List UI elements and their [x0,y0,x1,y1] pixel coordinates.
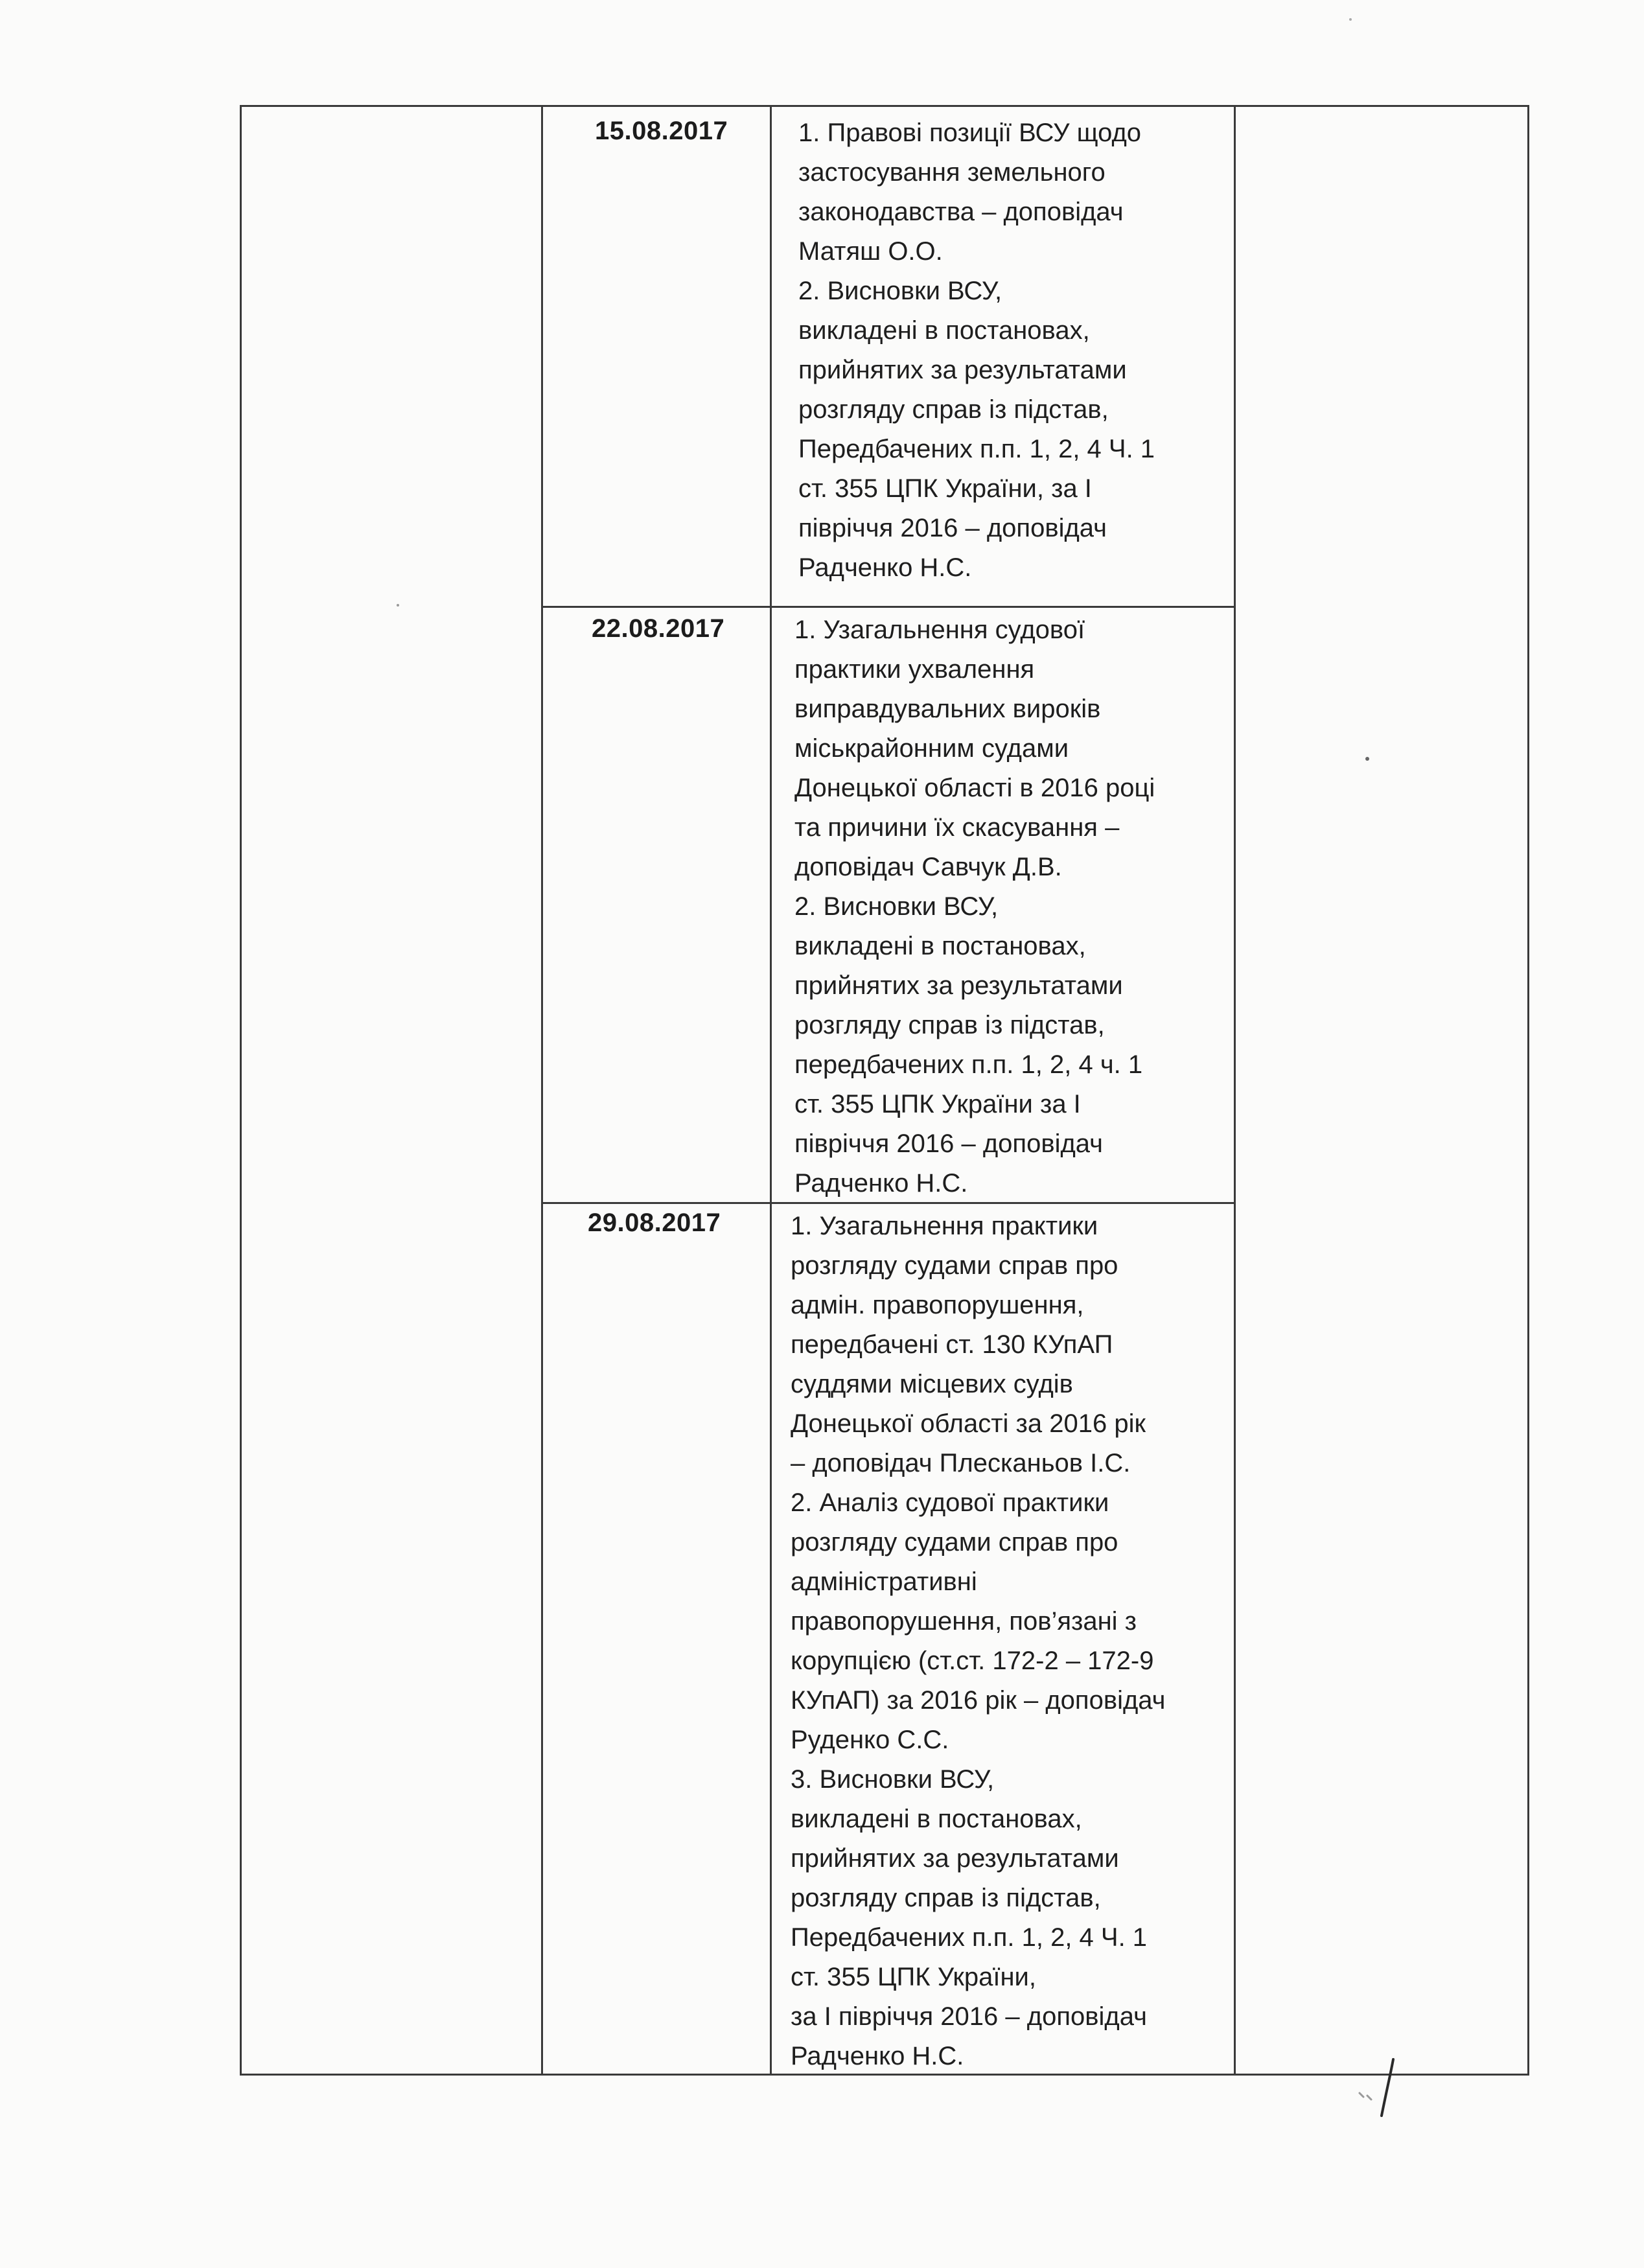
topic-line: 2. Аналіз судової практики [791,1488,1109,1517]
topic-line: викладені в постановах, [791,1805,1082,1833]
topic-line: прийнятих за результатами [794,971,1123,1000]
topic-line: правопорушення, пов’язані з [791,1607,1137,1636]
topic-line: – доповідач Плесканьов І.С. [791,1449,1131,1477]
topic-line: прийнятих за результатами [791,1844,1119,1873]
topic-line: півріччя 2016 – доповідач [798,514,1107,542]
topic-line: 1. Правові позиції ВСУ щодо [798,119,1142,147]
topic-line: 2. Висновки ВСУ, [798,277,1002,305]
scan-speck [1365,757,1369,761]
topic-line: застосування земельного [798,158,1106,187]
column-divider-date [541,105,543,2076]
table-top-border [240,105,1529,107]
topic-line: доповідач Савчук Д.В. [794,853,1062,881]
row-date: 29.08.2017 [588,1209,721,1237]
row-date: 22.08.2017 [592,614,725,643]
topic-line: Радченко Н.С. [798,553,972,582]
topic-line: Передбачених п.п. 1, 2, 4 Ч. 1 [791,1923,1148,1952]
topic-line: 3. Висновки ВСУ, [791,1765,995,1794]
topic-line: півріччя 2016 – доповідач [794,1129,1104,1158]
topic-line: виправдувальних вироків [794,695,1101,723]
scan-speck [397,604,399,607]
scan-speck [1349,18,1352,21]
topic-line: викладені в постановах, [798,316,1090,345]
topic-line: корупцією (ст.ст. 172-2 – 172-9 [791,1647,1154,1675]
table-right-border [1527,105,1529,2076]
topic-line: Руденко С.С. [791,1726,949,1754]
topic-line: законодавства – доповідач [798,198,1124,226]
topic-line: практики ухвалення [794,655,1035,684]
table-left-border [240,105,242,2076]
topic-line: адміністративні [791,1568,977,1596]
topic-line: 1. Узагальнення судової [794,616,1085,644]
topic-line: Радченко Н.С. [794,1169,968,1198]
topic-line: прийнятих за результатами [798,356,1127,384]
topic-line: розгляду справ із підстав, [791,1884,1101,1912]
topic-line: ст. 355 ЦПК України, за І [798,474,1092,503]
topic-line: Донецької області за 2016 рік [791,1409,1146,1438]
topic-line: та причини їх скасування – [794,813,1120,842]
topic-line: Матяш О.О. [798,237,943,266]
topic-line: передбачених п.п. 1, 2, 4 ч. 1 [794,1050,1143,1079]
topic-line: 1. Узагальнення практики [791,1212,1098,1240]
topic-line: розгляду судами справ про [791,1528,1118,1556]
topic-line: передбачені ст. 130 КУпАП [791,1330,1113,1359]
row-topics [798,113,1155,588]
topic-line: адмін. правопорушення, [791,1291,1084,1319]
column-divider-topic [770,105,772,2076]
row-topics [794,610,1155,1203]
topic-line: 2. Висновки ВСУ, [794,892,999,921]
topic-line: суддями місцевих судів [791,1370,1073,1398]
topic-line: Радченко Н.С. [791,2042,964,2070]
topic-line: КУпАП) за 2016 рік – доповідач [791,1686,1166,1715]
topic-line: розгляду справ із підстав, [798,395,1109,424]
column-divider-right [1234,105,1236,2076]
topic-line: міськрайонним судами [794,734,1069,763]
topic-line: ст. 355 ЦПК України за І [794,1090,1081,1118]
pen-mark-icon [1348,2054,1406,2125]
topic-line: ст. 355 ЦПК України, [791,1963,1036,1991]
row-topics [791,1207,1166,2076]
row-date: 15.08.2017 [595,117,728,145]
topic-line: викладені в постановах, [794,932,1086,960]
topic-line: Передбачених п.п. 1, 2, 4 Ч. 1 [798,435,1155,463]
topic-line: розгляду судами справ про [791,1251,1118,1280]
topic-line: розгляду справ із підстав, [794,1011,1105,1039]
row-separator-1 [541,606,1236,608]
topic-line: за І півріччя 2016 – доповідач [791,2002,1147,2031]
topic-line: Донецької області в 2016 році [794,774,1155,802]
